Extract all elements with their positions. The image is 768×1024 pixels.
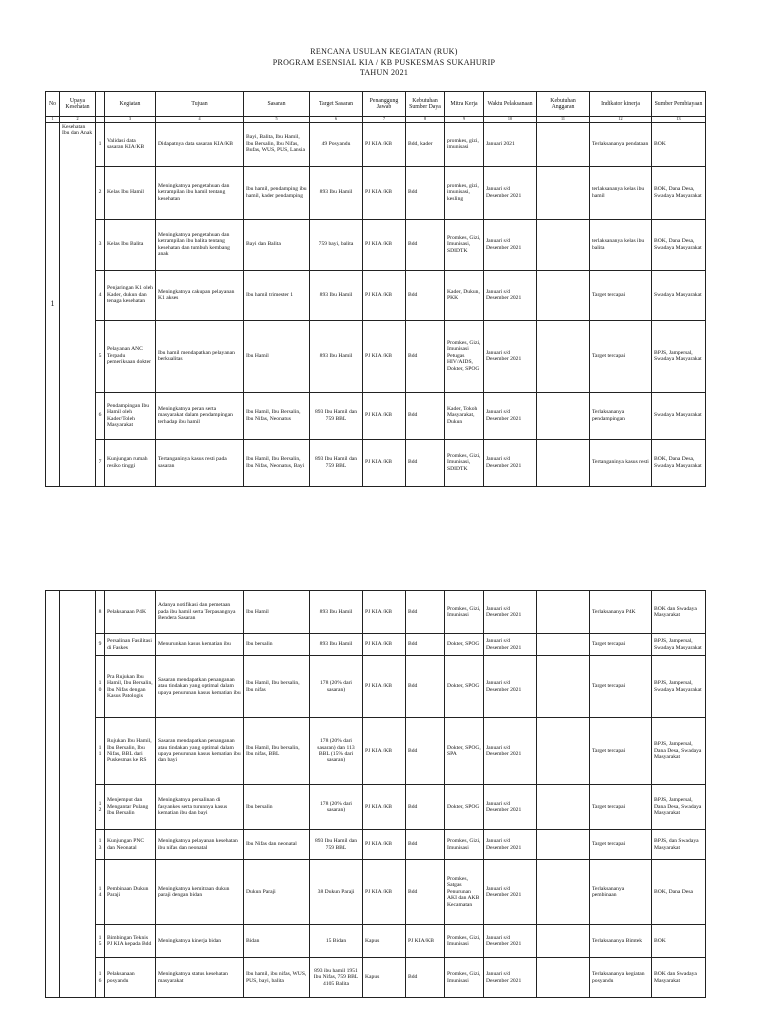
sasaran-cell: Ibu bersalin [244,634,310,656]
waktu-cell: Januari s/d Desember 2021 [484,656,537,718]
sumber-daya-cell: Bdd [406,830,445,860]
table-row [46,656,706,718]
penanggung-jawab-cell: PJ KIA /KB [363,785,406,830]
indikator-cell: Terlaksananya pembinaan [590,860,652,925]
tujuan-cell: Meningkatnya pengetahuan dan ketrampilan ibu hamil tentang kesehatan [156,166,244,219]
table-row [46,270,706,320]
indikator-cell: Target tercapai [590,785,652,830]
target-cell: 893 Ibu Hamil [310,591,363,634]
tujuan-cell: Meningkatnya cakupan pelayanan K1 akses [156,270,244,320]
mitra-kerja-cell: promkes, gizi, imunisasi, kesling [445,166,484,219]
indikator-cell: Target tercapai [590,634,652,656]
penanggung-jawab-cell: PJ KIA /KB [363,591,406,634]
target-cell: 893 Ibu Hamil [310,320,363,392]
indikator-cell: Target tercapai [590,656,652,718]
kegiatan-cell: Persalinan Fasilitasi di Faskes [105,634,156,656]
sumber-daya-cell: PJ KIA/KB [406,925,445,958]
header-row [46,92,706,117]
tujuan-cell: Sasaran mendapatkan penanganan atau tindakan yang optimal dalam upaya penurunan kasus kematian ibu [156,656,244,718]
sasaran-cell: Ibu Hamil [244,591,310,634]
table-row [46,320,706,392]
penanggung-jawab-cell: PJ KIA /KB [363,830,406,860]
indikator-cell: Terlaksananya pendataan [590,122,652,166]
indikator-cell: Target tercapai [590,270,652,320]
penanggung-jawab-cell: PJ KIA /KB [363,270,406,320]
row-number: 15 [96,925,105,958]
anggaran-cell [537,166,590,219]
mitra-kerja-cell: Kader, Tokoh Masyarakat, Dukun [445,392,484,439]
waktu-cell: Januari s/d Desember 2021 [484,591,537,634]
indikator-cell: Terlaksananya Bimtek [590,925,652,958]
sumber-daya-cell: Bdd [406,166,445,219]
tujuan-cell: Ibu hamil mendapatkan pelayanan berkualitas [156,320,244,392]
table-row [46,219,706,270]
sumber-pembiayaan-cell: BPJS, Jampersal, Swadaya Masyarakat [652,634,706,656]
table-row [46,785,706,830]
sumber-pembiayaan-cell: BOK dan Swadaya Masyarakat [652,958,706,998]
row-number: 16 [96,958,105,998]
target-cell: 759 bayi, balita [310,219,363,270]
header-cell: Sumber Pembiayaan [652,92,706,117]
mitra-kerja-cell: Dokter, SPOG [445,785,484,830]
waktu-cell: Januari s/d Desember 2021 [484,634,537,656]
table-row [46,392,706,439]
kegiatan-cell: Menjemput dan Mengantar Pulang Ibu Bersalin [105,785,156,830]
indikator-cell: Target tercapai [590,830,652,860]
sumber-daya-cell: Bdd [406,634,445,656]
target-cell: 178 (20% dari sasaran) [310,656,363,718]
anggaran-cell [537,320,590,392]
indikator-cell: Target tercapai [590,320,652,392]
mitra-kerja-cell: Promkes, Gizi, Imunisasi [445,830,484,860]
sasaran-cell: Ibu Hamil, Ibu Bersalin, Ibu Nifas, Neonatus, Bayi [244,439,310,486]
target-cell: 893 Ibu Hamil dan 759 BBL [310,830,363,860]
sasaran-cell: Bidan [244,925,310,958]
column-number: 8 [406,117,445,123]
header-cell: Tujuan [156,92,244,117]
tujuan-cell: Meningkatnya kemitraan dukun paraji dengan bidan [156,860,244,925]
column-number: 4 [156,117,244,123]
upaya-kesehatan-cell: Kesehatan Ibu dan Anak [60,122,96,486]
waktu-cell: Januari s/d Desember 2021 [484,718,537,785]
tujuan-cell: Didapatnya data sasaran KIA/KB [156,122,244,166]
mitra-kerja-cell: Dokter, SPOG [445,656,484,718]
column-number: 3 [105,117,156,123]
column-number: 2 [60,117,96,123]
indikator-cell: Tertanganinya kasus resti [590,439,652,486]
waktu-cell: Januari s/d Desember 2021 [484,785,537,830]
penanggung-jawab-cell: PJ KIA /KB [363,320,406,392]
row-number: 10 [96,656,105,718]
kegiatan-cell: Kunjungan rumah resiko tinggi [105,439,156,486]
table-row [46,718,706,785]
document-title: RENCANA USULAN KEGIATAN (RUK) [310,47,458,56]
column-number: 7 [363,117,406,123]
target-cell: 893 Ibu Hamil [310,270,363,320]
target-cell: 178 (20% dari sasaran) dan 113 BBL (15% dari sasaran) [310,718,363,785]
anggaran-cell [537,830,590,860]
sumber-pembiayaan-cell: BOK, Dana Desa, Swadaya Masyarakat [652,219,706,270]
row-number: 6 [96,392,105,439]
sumber-daya-cell: Bdd [406,219,445,270]
sumber-daya-cell: Bdd [406,392,445,439]
header-cell: Sasaran [244,92,310,117]
penanggung-jawab-cell: PJ KIA /KB [363,122,406,166]
tujuan-cell: Menurunkan kasus kematian ibu [156,634,244,656]
target-cell: 893 Ibu Hamil [310,634,363,656]
penanggung-jawab-cell: PJ KIA /KB [363,219,406,270]
anggaran-cell [537,122,590,166]
group-number-cell: 1 [46,122,60,486]
sumber-pembiayaan-cell: BPJS, dan Swadaya Masyarakat [652,830,706,860]
ruk-table-page-2 [45,590,706,998]
row-number: 13 [96,830,105,860]
sumber-daya-cell: Bdd [406,958,445,998]
waktu-cell: Januari s/d Desember 2021 [484,270,537,320]
anggaran-cell [537,860,590,925]
waktu-cell: Januari s/d Desember 2021 [484,219,537,270]
sumber-daya-cell: Bdd [406,656,445,718]
document-year: TAHUN 2021 [359,68,409,77]
target-cell: 893 ibu hamil 1951 Ibu Nifas, 759 BBL 4105 Balita [310,958,363,998]
mitra-kerja-cell: Promkes, Gizi, Imunisasi [445,958,484,998]
group-number-cell [46,591,60,998]
document-subtitle: PROGRAM ESENSIAL KIA / KB PUSKESMAS SUKAHURIP [272,57,496,67]
mitra-kerja-cell: Dokter, SPOG [445,634,484,656]
row-number: 2 [96,166,105,219]
waktu-cell: Januari s/d Desember 2021 [484,166,537,219]
indikator-cell: Target tercapai [590,718,652,785]
table-row [46,925,706,958]
kegiatan-cell: Kunjungan PNC dan Neonatal [105,830,156,860]
sumber-pembiayaan-cell: Swadaya Masyarakat [652,392,706,439]
sumber-pembiayaan-cell: BPJS, Jampersal, Swadaya Masyarakat [652,320,706,392]
target-cell: 893 Ibu Hamil dan 759 BBL [310,439,363,486]
kegiatan-cell: Pembinaan Dukun Paraji [105,860,156,925]
anggaran-cell [537,219,590,270]
tujuan-cell: Meningkatnya peran serta masyarakat dalam pendampingan terhadap ibu hamil [156,392,244,439]
waktu-cell: Januari 2021 [484,122,537,166]
header-cell: Target Sasaran [310,92,363,117]
kegiatan-cell: Pelaksanaan P4K [105,591,156,634]
penanggung-jawab-cell: PJ KIA /KB [363,392,406,439]
row-number: 12 [96,785,105,830]
mitra-kerja-cell: promkes, gizi, imunisasi [445,122,484,166]
indikator-cell: Terlaksananya pendampingan [590,392,652,439]
sumber-pembiayaan-cell: BOK dan Swadaya Masyarakat [652,591,706,634]
ruk-table-body-page-1 [46,122,706,486]
table-row [46,591,706,634]
sumber-daya-cell: Bdd, kader [406,122,445,166]
column-number: 11 [537,117,590,123]
tujuan-cell: Meningkatnya kinerja bidan [156,925,244,958]
table-row [46,860,706,925]
indikator-cell: terlaksananya kelas ibu hamil [590,166,652,219]
sumber-pembiayaan-cell: Swadaya Masyarakat [652,270,706,320]
target-cell: 893 Ibu Hamil [310,166,363,219]
kegiatan-cell: Kelas Ibu Hamil [105,166,156,219]
row-number: 7 [96,439,105,486]
ruk-table-page-1 [45,91,706,487]
sumber-pembiayaan-cell: BPJS, Jampersal, Dana Desa, Swadaya Masyarakat [652,785,706,830]
sumber-pembiayaan-cell: BPJS, Jampersal, Swadaya Masyarakat [652,656,706,718]
sumber-daya-cell: Bdd [406,860,445,925]
mitra-kerja-cell: Promkes, Gizi, Imunisasi, SDIDTK [445,439,484,486]
kegiatan-cell: Validasi data sasaran KIA/KB [105,122,156,166]
header-cell: Kegiatan [105,92,156,117]
sumber-pembiayaan-cell: BOK [652,925,706,958]
anggaran-cell [537,785,590,830]
sasaran-cell: Ibu hamil, pendamping ibu hamil, kader pendamping [244,166,310,219]
mitra-kerja-cell: Promkes, Gizi, Imunisasi [445,925,484,958]
penanggung-jawab-cell: Kapus [363,925,406,958]
sasaran-cell: Ibu Hamil, Ibu Bersalin, Ibu Nifas, Neonatus [244,392,310,439]
sasaran-cell: Bayi dan Balita [244,219,310,270]
sumber-pembiayaan-cell: BOK, Dana Desa, Swadaya Masyarakat [652,166,706,219]
table-row [46,634,706,656]
waktu-cell: Januari s/d Desember 2021 [484,439,537,486]
penanggung-jawab-cell: PJ KIA /KB [363,166,406,219]
header-cell: Mitra Kerja [445,92,484,117]
target-cell: 178 (20% dari sasaran) [310,785,363,830]
header-cell: No [46,92,60,117]
column-number: 13 [652,117,706,123]
sumber-daya-cell: Bdd [406,785,445,830]
anggaran-cell [537,718,590,785]
sumber-daya-cell: Bdd [406,270,445,320]
penanggung-jawab-cell: Kapus [363,958,406,998]
row-number: 9 [96,634,105,656]
tujuan-cell: Meningkatnya persalinan di fasyankes serta turunnya kasus kematian ibu dan bayi [156,785,244,830]
kegiatan-cell: Pelaksanaan posyandu [105,958,156,998]
sumber-daya-cell: Bdd [406,320,445,392]
anggaran-cell [537,634,590,656]
sasaran-cell: Bayi, Balita, Ibu Hamil, Ibu Bersalin, Ibu Nifas, Bufas, WUS, PUS, Lansia [244,122,310,166]
anggaran-cell [537,656,590,718]
target-cell: 38 Dukun Paraji [310,860,363,925]
mitra-kerja-cell: Promkes, Gizi, Imunisasi, SDIDTK [445,219,484,270]
column-number: 1 [46,117,60,123]
sasaran-cell: Ibu hamil trimester 1 [244,270,310,320]
tujuan-cell: Meningkatnya status kesehatan masyarakat [156,958,244,998]
mitra-kerja-cell: Promkes, Gizi, Imunisasi [445,591,484,634]
mitra-kerja-cell: Promkes, Satgas Penurunan AKI dan AKB Kecamatan [445,860,484,925]
row-number: 5 [96,320,105,392]
anggaran-cell [537,925,590,958]
anggaran-cell [537,392,590,439]
header-cell: Penanggung Jawab [363,92,406,117]
row-number: 1 [96,122,105,166]
document-title-block [0,47,768,79]
penanggung-jawab-cell: PJ KIA /KB [363,860,406,925]
sumber-daya-cell: Bdd [406,718,445,785]
sumber-pembiayaan-cell: BPJS, Jampersal, Dana Desa, Swadaya Masyarakat [652,718,706,785]
sumber-daya-cell: Bdd [406,439,445,486]
sumber-pembiayaan-cell: BOK [652,122,706,166]
sasaran-cell: Ibu hamil, ibu nifas, WUS, PUS, bayi, balita [244,958,310,998]
table-row [46,439,706,486]
anggaran-cell [537,958,590,998]
sasaran-cell: Ibu Hamil [244,320,310,392]
kegiatan-cell: Pelayanan ANC Terpadu pemeriksaan dokter [105,320,156,392]
penanggung-jawab-cell: PJ KIA /KB [363,439,406,486]
row-number: 11 [96,718,105,785]
tujuan-cell: Tertanganinya kasus resti pada sasaran [156,439,244,486]
header-cell: Indikator kinerja [590,92,652,117]
waktu-cell: Januari s/d Desember 2021 [484,830,537,860]
sumber-pembiayaan-cell: BOK, Dana Desa, Swadaya Masyarakat [652,439,706,486]
anggaran-cell [537,439,590,486]
sasaran-cell: Ibu bersalin [244,785,310,830]
sasaran-cell: Ibu Hamil, Ibu bersalin, Ibu nifas [244,656,310,718]
row-number: 3 [96,219,105,270]
waktu-cell: Januari s/d Desember 2021 [484,320,537,392]
kegiatan-cell: Pendampingan Ibu Hamil oleh Kader/Toleh Masyarakat [105,392,156,439]
waktu-cell: Januari s/d Desember 2021 [484,958,537,998]
header-cell [96,92,105,117]
mitra-kerja-cell: Promkes, Gizi, Imunisasi Petugas HIV/AIDS, Dokter, SPOG [445,320,484,392]
kegiatan-cell: Pra Rujukan Ibu Hamil, Ibu Bersalin, Ibu Nifas dengan Kasus Patologis [105,656,156,718]
kegiatan-cell: Rujukan Ibu Hamil, Ibu Bersalin, Ibu Nifas, BBL dari Puskesmas ke RS [105,718,156,785]
sumber-daya-cell: Bdd [406,591,445,634]
table-row [46,166,706,219]
anggaran-cell [537,591,590,634]
mitra-kerja-cell: Dokter, SPOG, SPA [445,718,484,785]
penanggung-jawab-cell: PJ KIA /KB [363,634,406,656]
waktu-cell: Januari s/d Desember 2021 [484,860,537,925]
indikator-cell: terlaksananya kelas ibu balita [590,219,652,270]
target-cell: 893 Ibu Hamil dan 759 BBL [310,392,363,439]
table-row [46,122,706,166]
sasaran-cell: Dukun Paraji [244,860,310,925]
waktu-cell: Januari s/d Desember 2021 [484,392,537,439]
anggaran-cell [537,270,590,320]
row-number: 4 [96,270,105,320]
sumber-pembiayaan-cell: BOK, Dana Desa [652,860,706,925]
column-number: 9 [445,117,484,123]
header-cell: Kebutuhan Sumber Daya [406,92,445,117]
row-number: 8 [96,591,105,634]
kegiatan-cell: Kelas Ibu Balita [105,219,156,270]
column-number: 12 [590,117,652,123]
column-number: 6 [310,117,363,123]
table-row [46,958,706,998]
indikator-cell: Terlaksananya kegiatan posyandu [590,958,652,998]
target-cell: 49 Posyandu [310,122,363,166]
row-number: 14 [96,860,105,925]
column-number: 5 [244,117,310,123]
ruk-table-body-page-2 [46,591,706,998]
indikator-cell: Terlaksananya P4K [590,591,652,634]
tujuan-cell: Adanya notifikasi dan pemetaan pada ibu hamil serta Terpasangnya Bendera Sasaran [156,591,244,634]
kegiatan-cell: Penjaringan K1 oleh Kader, dukun dan tenaga kesehatan [105,270,156,320]
header-cell: Kebutuhan Anggaran [537,92,590,117]
header-cell: Waktu Pelaksanaan [484,92,537,117]
sasaran-cell: Ibu Hamil, Ibu bersalin, Ibu nifas, BBL [244,718,310,785]
sasaran-cell: Ibu Nifas dan neonatal [244,830,310,860]
mitra-kerja-cell: Kader, Dukun, PKK [445,270,484,320]
penanggung-jawab-cell: PJ KIA /KB [363,718,406,785]
kegiatan-cell: Bimbingan Teknis PJ KIA kepada Bdd [105,925,156,958]
table-row [46,830,706,860]
target-cell: 15 Bidan [310,925,363,958]
column-number: 10 [484,117,537,123]
tujuan-cell: Sasaran mendapatkan penanganan atau tindakan yang optimal dalam upaya penurunan kasus kematian ibu dan bayi [156,718,244,785]
upaya-kesehatan-cell [60,591,96,998]
penanggung-jawab-cell: PJ KIA /KB [363,656,406,718]
header-cell: Upaya Kesehatan [60,92,96,117]
tujuan-cell: Meningkatnya pelayanan kesehatan ibu nifas dan neonatal [156,830,244,860]
waktu-cell: Januari s/d Desember 2021 [484,925,537,958]
tujuan-cell: Meningkatnya pengetahuan dan ketrampilan ibu balita tentang kesehatan dan tumbuh kembang anak [156,219,244,270]
